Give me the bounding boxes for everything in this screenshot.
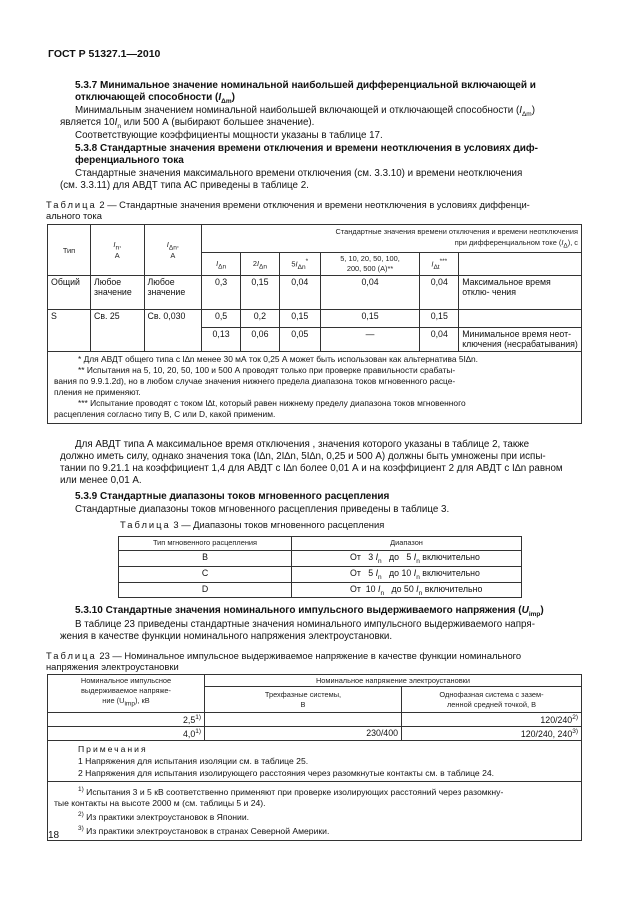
caption-text: ального тока [46, 210, 102, 221]
note: 1 Напряжения для испытания изоляции см. в таблице 25. [78, 756, 309, 766]
table-row [119, 551, 522, 567]
table23-notes-row [48, 741, 582, 782]
unit: А [170, 251, 176, 261]
text: ), кВ [134, 696, 150, 705]
text: ленной средней точкой, В [446, 699, 536, 709]
symbol: I [218, 92, 222, 103]
cell-in: Св. 25 [91, 310, 145, 352]
superscript: 1) [195, 728, 201, 735]
table2-header-type: Тип [48, 225, 91, 276]
cell-in: Любое значение [91, 276, 145, 310]
footnote: тые контакты на высоте 2000 м (см. таблицы 5 и 24). [54, 797, 266, 808]
text: ) [540, 605, 544, 616]
footnote: ** Испытания на 5, 10, 20, 50, 100 и 500 А проводят только при проверке правильности срабаты- [78, 365, 456, 376]
text: 5 [368, 567, 374, 578]
text: до [389, 552, 400, 562]
text: От [350, 552, 361, 562]
cell-three-phase: 230/400 [205, 727, 402, 741]
cell-value: 0,15 [420, 310, 459, 328]
heading-line: ференциального тока [75, 155, 184, 166]
cell-three-phase [205, 713, 402, 727]
table-row [48, 713, 582, 727]
superscript: 2) [572, 714, 578, 721]
subscript: n [380, 589, 385, 597]
text: Минимальным значением номинальной наибольшей включающей и отключающей способности ( [75, 105, 520, 116]
text: включительно [424, 583, 483, 594]
table2 [47, 224, 582, 424]
symbol: I [561, 238, 564, 247]
table-row [48, 727, 582, 741]
cell-value: 0,04 [279, 276, 320, 310]
text: Из практики электроустановок в Японии. [86, 811, 250, 822]
subscript: Δn [218, 263, 227, 271]
table23-header-single-phase [402, 687, 582, 713]
text: 2 [252, 258, 257, 268]
section-539-para: Стандартные диапазоны токов мгновенного расцепления приведены в таблице 3. [75, 504, 450, 515]
footnote: вания по 9.9.1.2d), но в любом случае значения нижнего предела диапазона токов мгновенного расце- [54, 376, 456, 387]
cell-range [292, 566, 522, 582]
cell-value: 0,5 [202, 310, 241, 328]
footnote [78, 809, 575, 823]
footnote [78, 784, 575, 798]
table23-footnotes [48, 782, 582, 841]
text: 5, 10, 20, 50, 100, [340, 254, 400, 264]
text: Из практики электроустановок в странах Северной Америки. [86, 825, 330, 836]
text: Стандартные значения времени отключения и времени неотключения [335, 227, 578, 236]
cell-uimp [48, 713, 205, 727]
cell-type: C [119, 566, 292, 582]
cell-single-phase [402, 713, 582, 727]
footnote-mark: 1) [78, 786, 84, 793]
cell-value: — [320, 328, 420, 352]
cell-value: 0,2 [241, 310, 280, 328]
cell-value: 0,15 [279, 310, 320, 328]
table3-header-range: Диапазон [292, 537, 522, 551]
text: ние (U [102, 696, 125, 705]
subscript: Δn [297, 263, 306, 271]
cell-value: 0,13 [202, 328, 241, 352]
subscript: n [416, 573, 420, 581]
text: Трехфазные системы, [264, 689, 342, 699]
table2-header-in: $I_n$, А [91, 225, 145, 276]
cell-note [459, 310, 582, 328]
cell-type: S [48, 310, 91, 352]
symbol: I [413, 567, 417, 578]
text: 120/240 [540, 714, 573, 725]
table2-header-note [459, 253, 582, 276]
table2-header-col5 [420, 253, 459, 276]
caption-label: Таблица [46, 199, 97, 210]
subscript: Δm [521, 110, 532, 118]
text: является 10 [60, 117, 115, 128]
subscript: n [416, 557, 420, 565]
table-row [119, 566, 522, 582]
symbol: I [375, 567, 379, 578]
cell-value: 0,05 [279, 328, 320, 352]
footnote: *** Испытание проводят с током I∆t, который равен нижнему пределу диапазона токов мгновенного [78, 398, 466, 409]
table2-header-col3 [279, 253, 320, 276]
heading-line: отключающей способности ( [75, 92, 219, 103]
subscript: n [418, 589, 423, 597]
table23-footnotes-row [48, 782, 582, 841]
symbol: I [113, 240, 116, 249]
page-number: 18 [48, 830, 60, 841]
subscript: n [117, 122, 121, 130]
caption-label: Таблица [46, 650, 97, 661]
section-538-heading [75, 143, 583, 167]
cell-note: Минимальное время неот- ключения (несрабатывания) [459, 328, 582, 352]
text: 5 [291, 259, 296, 269]
section-538-para-line1: Стандартные значения максимального времени отключения (см. 3.3.10) и времени неотключения [75, 168, 523, 179]
table2-footnotes-row [48, 352, 582, 424]
subscript: Δn [259, 263, 267, 271]
superscript: 3) [572, 728, 578, 735]
unit: А [114, 251, 120, 261]
text: От [350, 567, 361, 578]
heading-line: 5.3.8 Стандартные значения времени отключения и времени неотключения в условиях диф- [75, 143, 538, 154]
cell-idn: Св. 0,030 [144, 310, 202, 352]
caption-text: 3 — Диапазоны токов мгновенного расцепления [173, 519, 385, 530]
text: 10 [365, 583, 376, 594]
section-537-heading [75, 80, 583, 108]
symbol: I [114, 117, 118, 128]
symbol: U [521, 605, 529, 616]
text: включительно [422, 567, 480, 578]
superscript: 1) [195, 714, 201, 721]
cell-type: Общий [48, 276, 91, 310]
text: Испытания 3 и 5 кВ соответственно применяют при проверке изолирующих расстояний через разомкну- [86, 786, 504, 797]
table2-header-idn: $I_{\Delta n}$, А [144, 225, 202, 276]
subscript: n [115, 244, 120, 252]
table2-header-col1 [202, 253, 241, 276]
para-after-line2: должно иметь силу, однако значения тока (I∆n, 2I∆n, 5I∆n, 0,25 и 500 А) должны быть умножены при испы- [60, 451, 546, 462]
cell-type: D [119, 582, 292, 598]
text: выдерживаемое напряже- [80, 686, 171, 695]
subscript: Δt [433, 263, 440, 271]
cell-note: Максимальное время отклю- чения [459, 276, 582, 310]
table2-footnotes [48, 352, 582, 424]
text: 50 [403, 583, 414, 594]
table-row [48, 276, 582, 310]
text: при дифференциальном токе ( [454, 238, 562, 247]
table23 [47, 674, 582, 841]
symbol: I [416, 583, 419, 594]
section-537-para2: Соответствующие коэффициенты мощности указаны в таблице 17. [75, 130, 383, 141]
caption-text: 23 — Номинальное импульсное выдерживаемое напряжение в качестве функции номинального [99, 650, 522, 661]
subscript: n [378, 573, 382, 581]
cell-idn: Любое значение [144, 276, 202, 310]
text: ) [231, 92, 235, 103]
symbol: I [256, 258, 260, 268]
symbol: I [413, 552, 417, 562]
text: 120/240, 240 [520, 728, 573, 739]
table2-header-group [202, 225, 582, 253]
text: 3 [368, 552, 374, 562]
text: ), с [567, 238, 578, 247]
table23-caption [46, 650, 586, 672]
footnote: пления не применяют. [54, 387, 141, 398]
symbol: I [519, 105, 522, 116]
text: От [350, 583, 361, 594]
caption-text: напряжения электроустановки [46, 661, 179, 672]
cell-uimp [48, 727, 205, 741]
symbol: I [295, 259, 298, 269]
para-after-line4: или менее 0,01 А. [60, 475, 142, 486]
table3 [118, 536, 522, 598]
section-539-heading: 5.3.9 Стандартные диапазоны токов мгновенного расцепления [75, 491, 390, 502]
cell-value: 0,04 [420, 328, 459, 352]
section-5310-para-line1: В таблице 23 приведены стандартные значения номинального импульсного выдерживаемого напря- [75, 619, 535, 630]
subscript: Δm [221, 98, 232, 105]
heading-line: 5.3.7 Минимальное значение номинальной наибольшей дифференциальной включающей и [75, 80, 536, 91]
cell-single-phase [402, 727, 582, 741]
text: включительно [422, 552, 480, 562]
cell-value: 0,3 [202, 276, 241, 310]
cell-value: 0,15 [320, 310, 420, 328]
notes-title: Примечания [78, 744, 148, 754]
symbol: I [216, 258, 219, 268]
caption-label: Таблица [120, 519, 171, 530]
table3-header-type: Тип мгновенного расцепления [119, 537, 292, 551]
subscript: n [378, 557, 382, 565]
section-5310-para-line2: жения в качестве функции номинального напряжения электроустановки. [60, 631, 393, 642]
text: Однофазная система с зазем- [439, 689, 544, 699]
table23-notes [48, 741, 582, 782]
table23-header-group: Номинальное напряжение электроустановки [205, 675, 582, 687]
footnote-mark: 2) [78, 810, 84, 818]
cell-value: 0,04 [420, 276, 459, 310]
text: до [391, 583, 402, 594]
footnote [78, 823, 575, 837]
para-after-line3: тании по 9.21.1 на коэффициент 1,4 для АВДТ с I∆n более 0,01 А и на коэффициент 2 для АВДТ с I∆n равном [60, 463, 563, 474]
caption-text: 2 — Стандартные значения времени отключения и времени неотключения в условиях диффенци- [99, 199, 530, 210]
footnote: * Для АВДТ общего типа с I∆n менее 30 мА ток 0,25 А может быть использован как альтернатива 5I∆n. [78, 354, 478, 365]
table-row [119, 582, 522, 598]
symbol: I [375, 552, 379, 562]
symbol: I [378, 583, 381, 594]
text: ) [531, 105, 535, 116]
section-538-para-line2: (см. 3.3.11) для АВДТ типа АС приведены в таблице 2. [60, 180, 309, 191]
footnote-mark: 3) [78, 824, 84, 832]
cell-range [292, 582, 522, 598]
table23-header-three-phase [205, 687, 402, 713]
subscript: imp [124, 700, 135, 708]
table-row [48, 310, 582, 328]
text: В [300, 699, 306, 709]
table2-caption [46, 199, 586, 221]
cell-range [292, 551, 522, 567]
symbol: I [166, 240, 169, 249]
text: 10 [401, 567, 412, 578]
subscript: imp [528, 611, 541, 618]
document-header: ГОСТ Р 51327.1—2010 [48, 48, 161, 60]
para-after-line1: Для АВДТ типа А максимальное время отключения , значения которого указаны в таблице 2, также [75, 439, 530, 450]
subscript: Δ [563, 242, 568, 250]
note: 2 Напряжения для испытания изолирующего расстояния через разомкнутые контакты см. в таблице 24. [78, 768, 495, 778]
text: до [389, 567, 400, 578]
text: Номинальное импульсное [80, 676, 172, 685]
superscript: * [305, 258, 309, 265]
footnote: расцепления согласно типу В, С или D, какой применим. [54, 409, 276, 420]
text: 200, 500 (А)** [346, 264, 394, 274]
cell-value: 0,04 [320, 276, 420, 310]
text: 2,5 [182, 714, 196, 725]
superscript: *** [439, 258, 448, 265]
text: или 500 А (выбирают большее значение). [121, 117, 315, 128]
text: 5 [406, 552, 412, 562]
symbol: I [431, 259, 434, 269]
table2-header-col4 [320, 253, 420, 276]
table2-header-col2 [241, 253, 280, 276]
text: 4,0 [182, 728, 196, 739]
table23-header-uimp [48, 675, 205, 713]
table3-caption [120, 519, 384, 530]
cell-type: B [119, 551, 292, 567]
cell-value: 0,06 [241, 328, 280, 352]
cell-value: 0,15 [241, 276, 280, 310]
text: 5.3.10 Стандартные значения номинального импульсного выдерживаемого напряжения ( [75, 605, 522, 616]
subscript: Δn [168, 244, 177, 252]
